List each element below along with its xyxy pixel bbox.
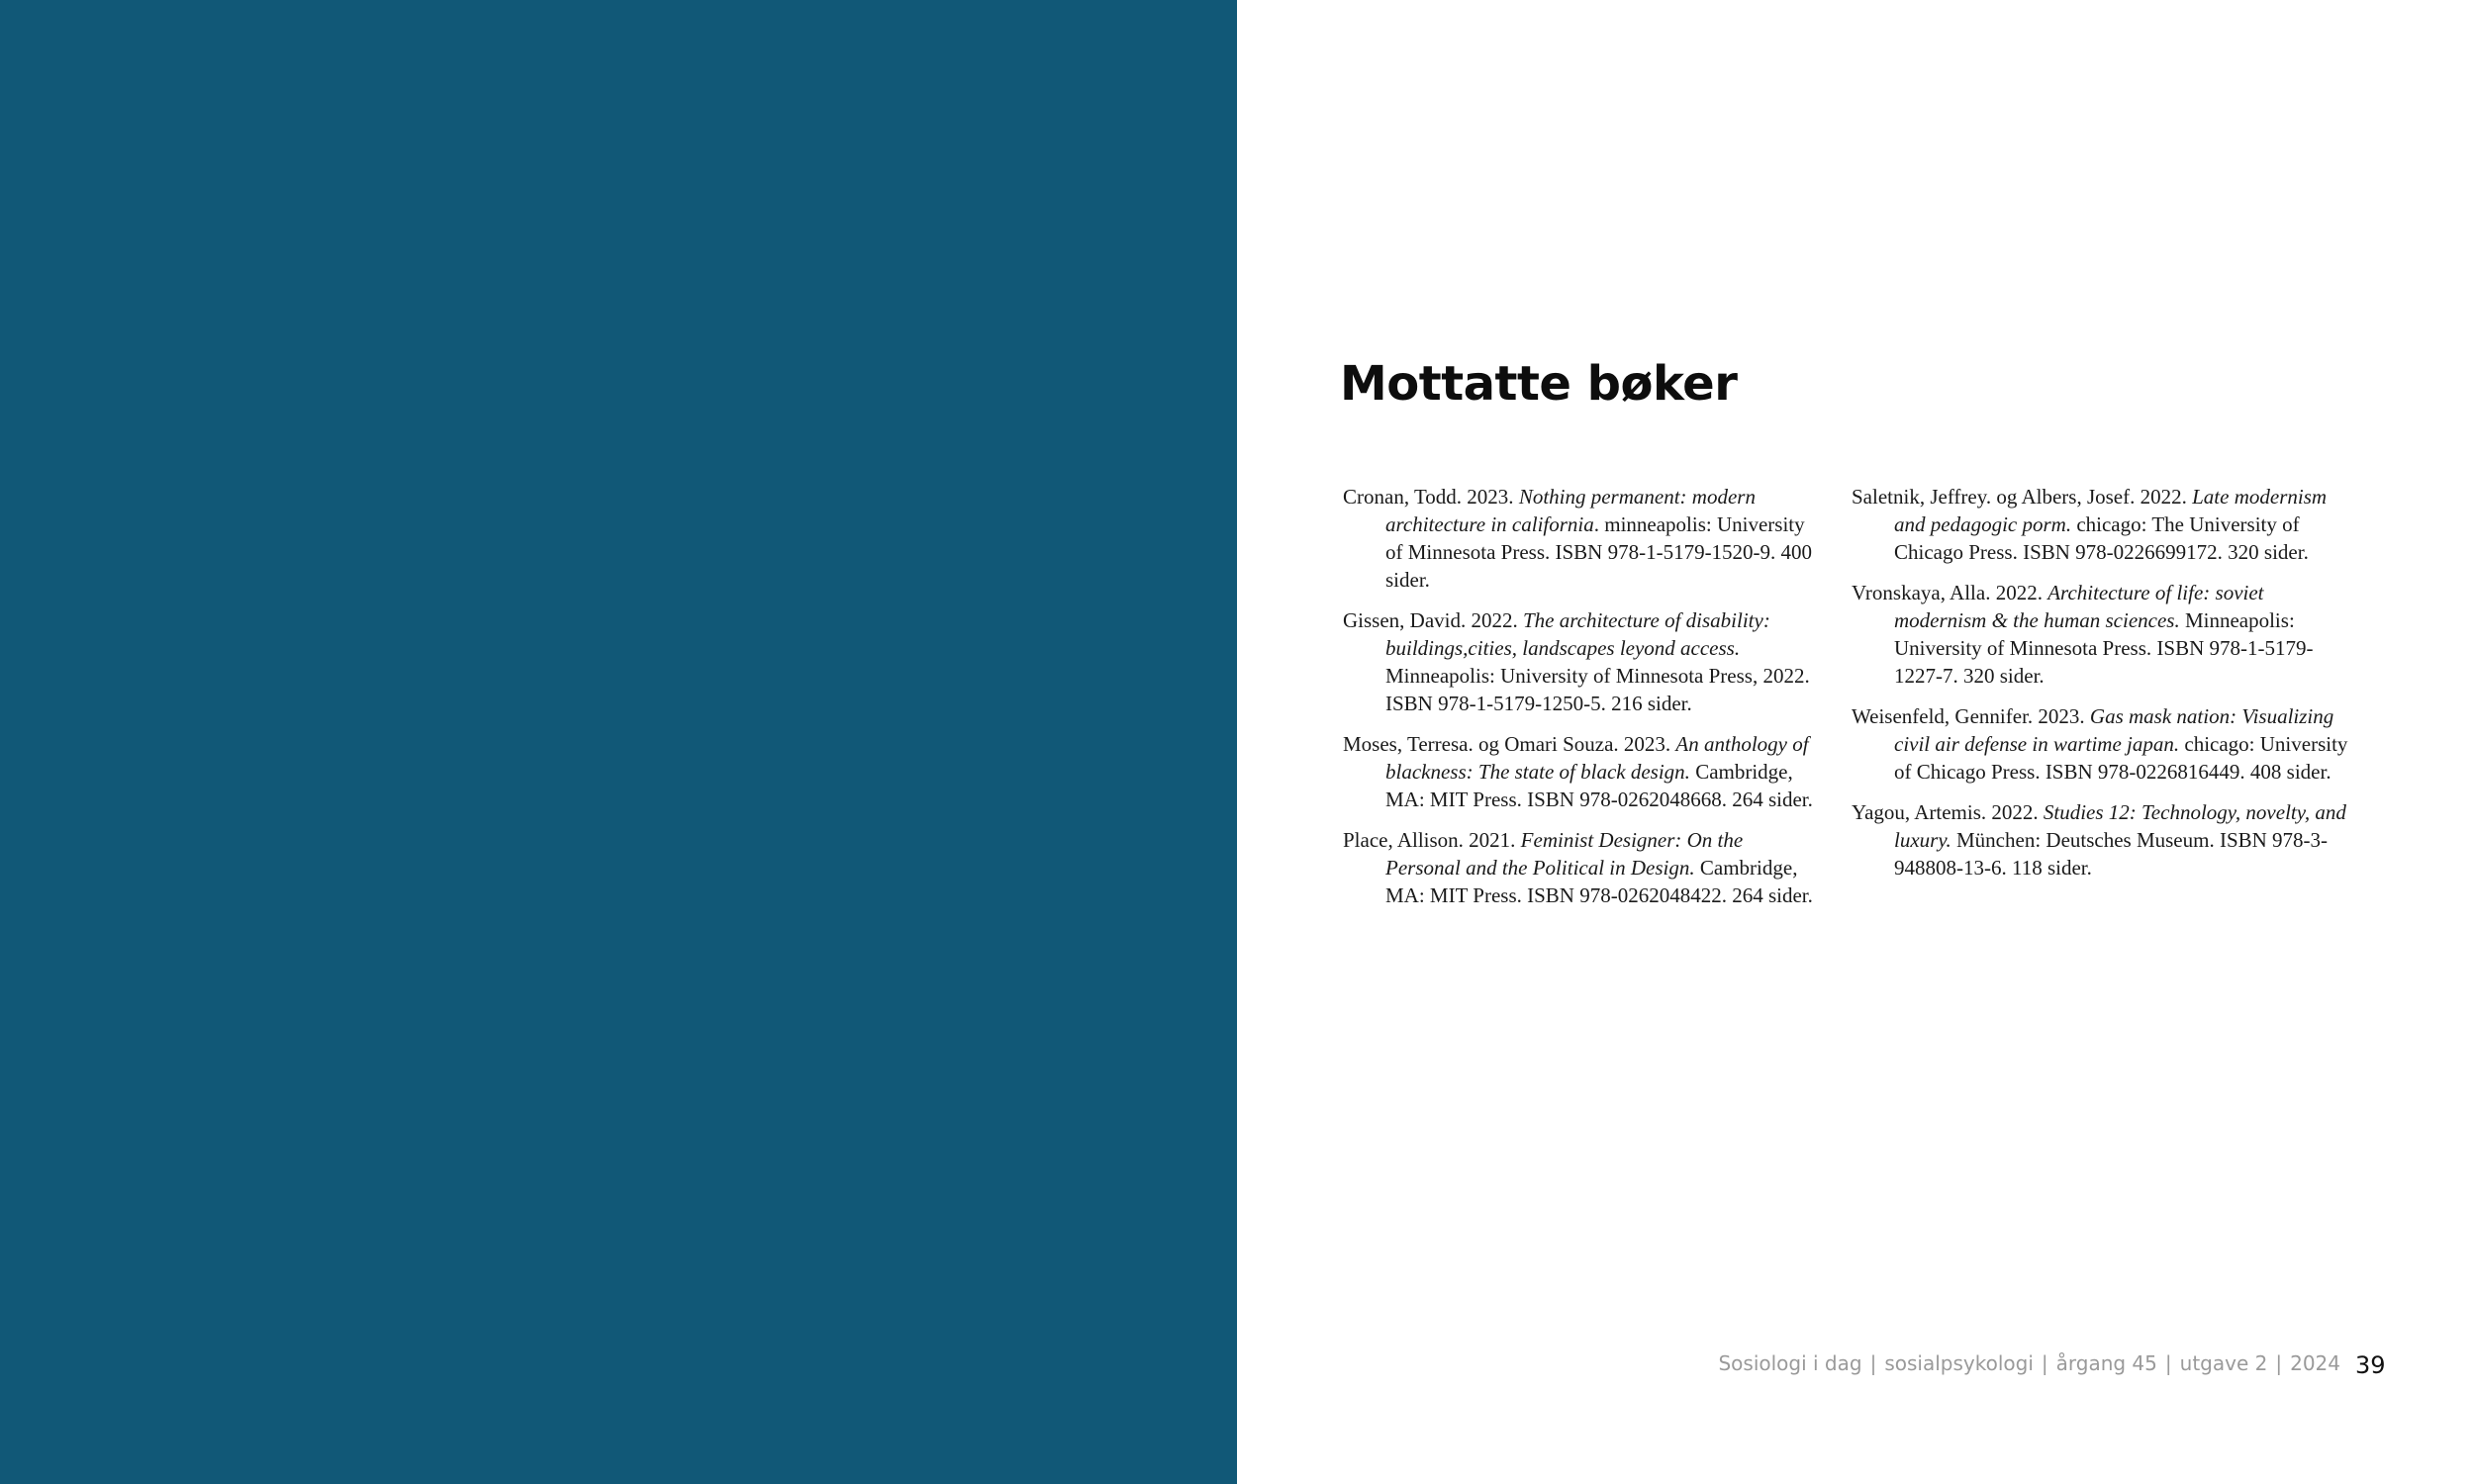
reference-publication: Cambridge, MA: MIT Press. ISBN 978-0262048422. 264 sider. — [1385, 856, 1813, 907]
right-page — [1237, 0, 2474, 1484]
page-number: 39 — [2355, 1351, 2386, 1379]
reference-title: Nothing permanent: modern architecture in california — [1385, 485, 1756, 536]
reference-publication: . minneapolis: University of Minnesota Press. ISBN 978-1-5179-1520-9. 400 sider. — [1385, 512, 1813, 592]
footer-year: 2024 — [2290, 1351, 2340, 1375]
reference-title: An anthology of blackness: The state of black design. — [1385, 732, 1809, 784]
reference-publication: chicago: The University of Chicago Press. ISBN 978-0226699172. 320 sider. — [1894, 512, 2309, 564]
reference-entry — [1852, 483, 2356, 566]
reference-entry — [1343, 826, 1818, 909]
footer-volume: årgang 45 — [2055, 1351, 2157, 1375]
reference-author-year: Cronan, Todd. 2023. — [1343, 485, 1519, 509]
footer-issue: utgave 2 — [2179, 1351, 2268, 1375]
reference-title: Studies 12: Technology, novelty, and luxury. — [1894, 800, 2346, 852]
reference-entry — [1852, 798, 2356, 881]
reference-author-year: Weisenfeld, Gennifer. 2023. — [1852, 704, 2090, 728]
reference-publication: Minneapolis: University of Minnesota Press. ISBN 978-1-5179-1227-7. 320 sider. — [1894, 608, 2314, 688]
references-column-right — [1852, 483, 2356, 894]
reference-entry — [1343, 730, 1818, 813]
footer-separator: | — [2041, 1351, 2048, 1375]
footer-separator: | — [2164, 1351, 2172, 1375]
reference-title: The architecture of disability: buildings,cities, landscapes leyond access. — [1385, 608, 1770, 660]
reference-entry — [1343, 606, 1818, 717]
footer-journal: Sosiologi i dag — [1718, 1351, 1862, 1375]
footer-separator: | — [1869, 1351, 1877, 1375]
reference-author-year: Moses, Terresa. og Omari Souza. 2023. — [1343, 732, 1676, 756]
footer-separator: | — [2275, 1351, 2283, 1375]
reference-title: Gas mask nation: Visualizing civil air defense in wartime japan. — [1894, 704, 2334, 756]
reference-entry — [1852, 702, 2356, 786]
reference-publication: München: Deutsches Museum. ISBN 978-3-948808-13-6. 118 sider. — [1894, 828, 2329, 880]
reference-entry — [1343, 483, 1818, 594]
reference-entry — [1852, 579, 2356, 690]
references-column-left — [1343, 483, 1818, 922]
reference-author-year: Gissen, David. 2022. — [1343, 608, 1523, 632]
reference-publication: Minneapolis: University of Minnesota Press, 2022. ISBN 978-1-5179-1250-5. 216 sider. — [1385, 664, 1810, 715]
reference-publication: Cambridge, MA: MIT Press. ISBN 978-0262048668. 264 sider. — [1385, 760, 1813, 811]
reference-author-year: Place, Allison. 2021. — [1343, 828, 1521, 852]
reference-author-year: Saletnik, Jeffrey. og Albers, Josef. 2022. — [1852, 485, 2193, 509]
footer-section: sosialpsykologi — [1884, 1351, 2034, 1375]
reference-author-year: Vronskaya, Alla. 2022. — [1852, 581, 2048, 604]
page-title: Mottatte bøker — [1340, 356, 1738, 412]
reference-author-year: Yagou, Artemis. 2022. — [1852, 800, 2044, 824]
reference-title: Late modernism and pedagogic porm. — [1894, 485, 2328, 536]
reference-title: Architecture of life: soviet modernism & the human sciences. — [1894, 581, 2264, 632]
running-footer — [1696, 1351, 2340, 1375]
reference-title: Feminist Designer: On the Personal and the Political in Design. — [1385, 828, 1744, 880]
reference-publication: chicago: University of Chicago Press. ISBN 978-0226816449. 408 sider. — [1894, 732, 2348, 784]
